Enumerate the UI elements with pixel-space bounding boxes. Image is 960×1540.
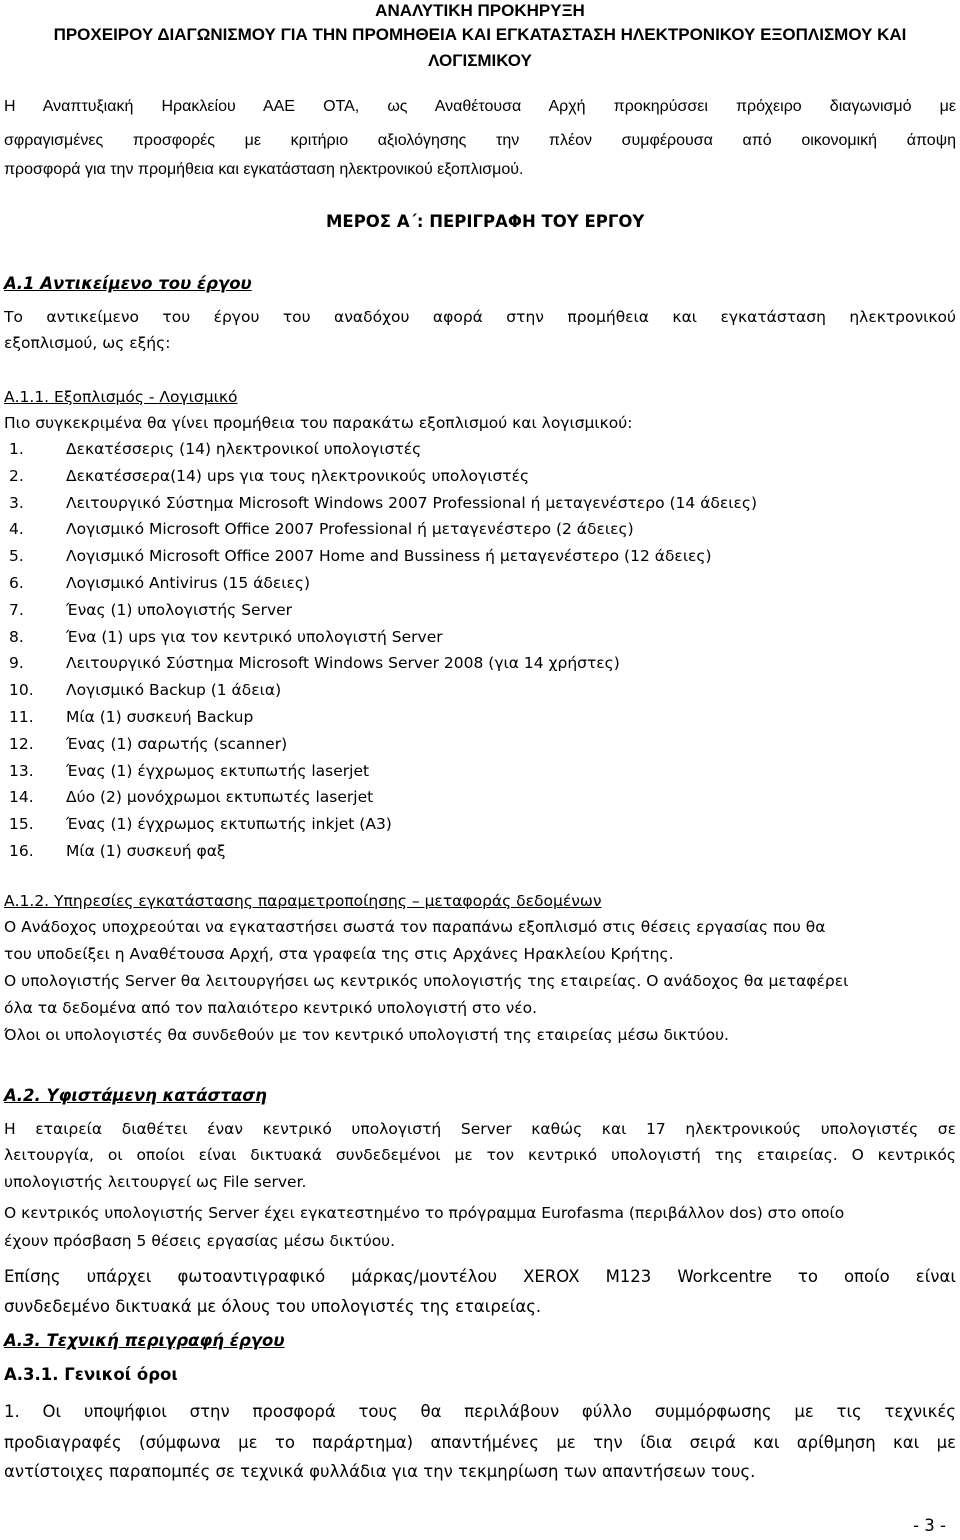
section-a31-line-1: 1. Οι υποψήφιοι στην προσφορά τους θα περιλάβουν φύλλο συμμόρφωσης με τις τεχνικές <box>4 1402 956 1421</box>
list-item-number: 3. <box>9 493 24 512</box>
list-item <box>0 704 960 731</box>
section-a1-heading: Α.1 Αντικείμενο του έργου <box>4 274 252 293</box>
section-a31-line-2: προδιαγραφές (σύμφωνα με το παράρτημα) απαντήμένες με την ίδια σειρά και αρίθμηση και με <box>4 1433 956 1452</box>
section-a12-line-5: Όλοι οι υπολογιστές θα συνδεθούν με τον κεντρικό υπολογιστή της εταιρείας μέσω δικτύου. <box>4 1026 729 1044</box>
section-a12-line-2: του υποδείξει η Αναθέτουσα Αρχή, στα γραφεία της στις Αρχάνες Ηρακλείου Κρήτης. <box>4 945 674 963</box>
list-item-text: Μία (1) συσκευή Backup <box>66 707 254 726</box>
document-title-line-2: ΠΡΟΧΕΙΡΟΥ ΔΙΑΓΩΝΙΣΜΟΥ ΓΙΑ ΤΗΝ ΠΡΟΜΗΘΕΙΑ ΚΑΙ ΕΓΚΑΤΑΣΤΑΣΗ ΗΛΕΚΤΡΟΝΙΚΟΥ ΕΞΟΠΛΙΣΜΟΥ ΚΑΙ <box>53 25 907 44</box>
section-a2-heading: Α.2. Υφιστάμενη κατάσταση <box>4 1086 267 1105</box>
list-item <box>0 624 960 651</box>
section-a2-line-6: Επίσης υπάρχει φωτοαντιγραφικό μάρκας/μοντέλου XEROX M123 Workcentre το οποίο είναι <box>4 1267 956 1286</box>
list-item <box>0 838 960 865</box>
list-item <box>0 436 960 463</box>
list-item <box>0 516 960 543</box>
list-item-text: Ένας (1) έγχρωμος εκτυπωτής laserjet <box>66 761 370 780</box>
list-item-text: Ένα (1) ups για τον κεντρικό υπολογιστή Server <box>66 627 443 646</box>
list-item-number: 7. <box>9 600 24 619</box>
list-item-text: Λογισμικό Microsoft Office 2007 Home and Bussiness ή μεταγενέστερο (12 άδειες) <box>66 547 712 566</box>
list-item <box>0 543 960 570</box>
list-item-number: 12. <box>9 734 34 753</box>
list-item-number: 8. <box>9 627 24 646</box>
section-a31-line-3: αντίστοιχες παραπομπές σε τεχνικά φυλλάδια για την τεκμηρίωση των απαντήσεων τους. <box>4 1462 756 1481</box>
list-item-text: Λειτουργικό Σύστημα Microsoft Windows 2007 Professional ή μεταγενέστερο (14 άδειες) <box>66 493 758 512</box>
section-a12-heading: Α.1.2. Υπηρεσίες εγκατάστασης παραμετροποίησης – μεταφοράς δεδομένων <box>4 892 602 910</box>
list-item <box>0 490 960 517</box>
list-item <box>0 731 960 758</box>
section-a11-heading: Α.1.1. Εξοπλισμός - Λογισμικό <box>4 388 238 406</box>
list-item-text: Λειτουργικό Σύστημα Microsoft Windows Server 2008 (για 14 χρήστες) <box>66 654 620 673</box>
list-item-text: Ένας (1) υπολογιστής Server <box>66 600 293 619</box>
intro-line-1: Η Αναπτυξιακή Ηρακλείου ΑΑΕ ΟΤΑ, ως Αναθέτουσα Αρχή προκηρύσσει πρόχειρο διαγωνισμό με <box>4 98 956 115</box>
list-item-number: 14. <box>9 788 34 807</box>
intro-line-2: σφραγισμένες προσφορές με κριτήριο αξιολόγησης την πλέον συμφέρουσα από οικονομική άποψη <box>4 132 956 149</box>
list-item-text: Λογισμικό Antivirus (15 άδειες) <box>66 573 311 592</box>
section-a2-line-1: Η εταιρεία διαθέτει έναν κεντρικό υπολογιστή Server καθώς και 17 ηλεκτρονικούς υπολογιστές σε <box>4 1120 956 1138</box>
list-item <box>0 570 960 597</box>
list-item <box>0 650 960 677</box>
section-a2-line-7: συνδεδεμένο δικτυακά με όλους του υπολογιστές της εταιρείας. <box>4 1297 542 1316</box>
section-a12-line-4: όλα τα δεδομένα από τον παλαιότερο κεντρικό υπολογιστή στο νέο. <box>4 999 538 1017</box>
intro-line-3: προσφορά για την προμήθεια και εγκατάσταση ηλεκτρονικού εξοπλισμού. <box>4 161 524 178</box>
list-item-number: 2. <box>9 466 24 485</box>
list-item-text: Μία (1) συσκευή φαξ <box>66 841 226 860</box>
section-a2-line-3: υπολογιστής λειτουργεί ως File server. <box>4 1173 307 1191</box>
section-a2-line-4: Ο κεντρικός υπολογιστής Server έχει εγκατεστημένο το πρόγραμμα Eurofasma (περιβάλλον dos) στο οποίο <box>4 1204 845 1222</box>
document-title-line-3: ΛΟΓΙΣΜΙΚΟΥ <box>428 51 532 70</box>
section-a11-intro: Πιο συγκεκριμένα θα γίνει προμήθεια του παρακάτω εξοπλισμού και λογισμικού: <box>4 414 633 432</box>
list-item-text: Ένας (1) σαρωτής (scanner) <box>66 734 288 753</box>
list-item-text: Δεκατέσσερις (14) ηλεκτρονικοί υπολογιστές <box>66 440 422 458</box>
section-a12-line-3: Ο υπολογιστής Server θα λειτουργήσει ως κεντρικός υπολογιστής της εταιρείας. Ο ανάδοχος θα μεταφέρει <box>4 972 849 990</box>
part-a-heading: ΜΕΡΟΣ Α΄: ΠΕΡΙΓΡΑΦΗ ΤΟΥ ΕΡΓΟΥ <box>326 212 645 231</box>
list-item-number: 11. <box>9 707 34 726</box>
list-item <box>0 811 960 838</box>
list-item-number: 6. <box>9 573 24 592</box>
list-item-number: 9. <box>9 654 24 673</box>
section-a31-heading: Α.3.1. Γενικοί όροι <box>4 1365 178 1384</box>
list-item-text: Δεκατέσσερα(14) ups για τους ηλεκτρονικούς υπολογιστές <box>66 466 530 485</box>
list-item-number: 10. <box>9 681 34 700</box>
list-item-number: 4. <box>9 520 24 539</box>
list-item-number: 16. <box>9 841 34 860</box>
list-item <box>0 597 960 624</box>
section-a1-line-2: εξοπλισμού, ως εξής: <box>4 334 171 352</box>
list-item <box>0 758 960 785</box>
list-item-text: Λογισμικό Backup (1 άδεια) <box>66 681 282 700</box>
list-item-text: Λογισμικό Microsoft Office 2007 Professional ή μεταγενέστερο (2 άδειες) <box>66 520 634 539</box>
section-a2-line-5: έχουν πρόσβαση 5 θέσεις εργασίας μέσω δικτύου. <box>4 1232 396 1250</box>
section-a2-line-2: λειτουργία, οι οποίοι είναι δικτυακά συνδεδεμένοι με τον κεντρικό υπολογιστή της εταιρείας. Ο κεντρικός <box>4 1146 956 1164</box>
list-item-number: 1. <box>9 440 24 458</box>
document-title-line-1: ΑΝΑΛΥΤΙΚΗ ΠΡΟΚΗΡΥΞΗ <box>375 1 585 20</box>
list-item <box>0 677 960 704</box>
page-number: - 3 - <box>913 1516 946 1535</box>
list-item-text: Δύο (2) μονόχρωμοι εκτυπωτές laserjet <box>66 788 374 807</box>
list-item-text: Ένας (1) έγχρωμος εκτυπωτής inkjet (A3) <box>66 815 392 834</box>
list-item-number: 5. <box>9 547 24 566</box>
section-a12-line-1: Ο Ανάδοχος υποχρεούται να εγκαταστήσει σωστά τον παραπάνω εξοπλισμό στις θέσεις εργασίας που θα <box>4 918 826 936</box>
section-a3-heading: Α.3. Τεχνική περιγραφή έργου <box>4 1331 285 1350</box>
equipment-list <box>0 436 960 865</box>
list-item-number: 13. <box>9 761 34 780</box>
list-item <box>0 784 960 811</box>
list-item <box>0 463 960 490</box>
list-item-number: 15. <box>9 815 34 834</box>
section-a1-line-1: Το αντικείμενο του έργου του αναδόχου αφορά στην προμήθεια και εγκατάσταση ηλεκτρονικού <box>4 308 956 326</box>
